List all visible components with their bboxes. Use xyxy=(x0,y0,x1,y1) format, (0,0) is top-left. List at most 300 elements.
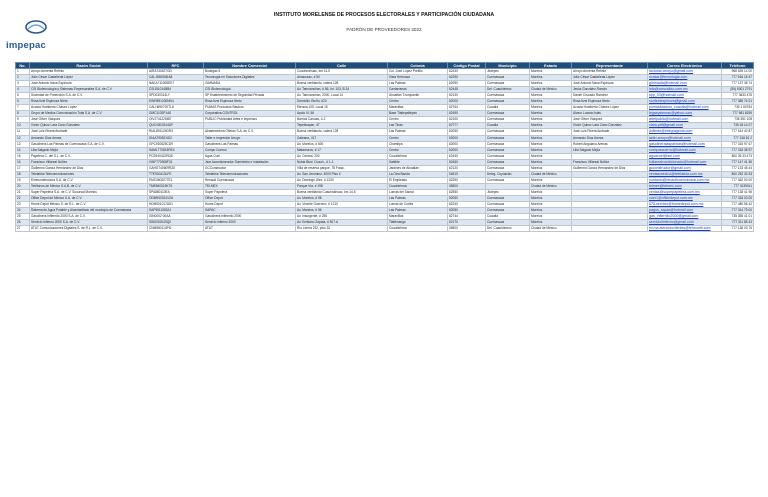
cell-representante: José Antonio Nava Espinoza xyxy=(572,81,648,87)
cell-correo-electronico[interactable]: aguacuel@aol.com xyxy=(648,153,722,159)
cell-colonia: Las Palmas xyxy=(388,81,448,87)
cell-razon-social: AT&T Comunicaciones Digitales S. de R.L. de C.V. xyxy=(30,226,148,232)
cell-razon-social: CSI Biotecnología y Sistemas Empresariales S.A. de C.V. xyxy=(30,87,148,93)
cell-colonia: Maravillas xyxy=(388,214,448,220)
cell-municipio: Cuernavaca xyxy=(486,153,530,159)
cell-correo-electronico[interactable]: gcconstructor@gmail.com xyxy=(648,165,722,171)
cell-rfc: CALJ650504IA8 xyxy=(148,75,204,81)
cell-municipio: Del. Cuauhtémoc xyxy=(486,87,530,93)
cell-estado: Morelos xyxy=(530,105,572,111)
cell-municipio: Cuautla xyxy=(486,105,530,111)
cell-calle: Barrios Canoas, 4-2 xyxy=(296,117,388,123)
cell-rfc: HDM001017AS1 xyxy=(148,202,204,208)
cell-razon-social: Emeconstructora S.A. de C.V. xyxy=(30,177,148,183)
cell-rfc: SPA880110EA xyxy=(148,189,204,195)
cell-telefono: 777 311 85 43 xyxy=(722,220,754,226)
cell-rfc: QUCV810314UF xyxy=(148,123,204,129)
cell-representante: Robert Anguiano Arenas xyxy=(572,141,648,147)
column-header[interactable]: Municipio xyxy=(486,63,530,69)
column-header[interactable]: Correo Electrónico xyxy=(648,63,722,69)
cell-colonia: Base Tlaltepaltepec xyxy=(388,111,448,117)
cell-row-number: 26 xyxy=(16,220,30,226)
cell-nombre-comercial: GCConstructor xyxy=(204,165,296,171)
cell-rfc: GPC930625CD9 xyxy=(148,141,204,147)
cell-correo-electronico[interactable]: telmex@telmex.com xyxy=(648,183,722,189)
cell-representante: Armando Díaz Armas xyxy=(572,135,648,141)
cell-correo-electronico[interactable]: ventas@superpapelera.com.mx xyxy=(648,189,722,195)
cell-estado: Ciudad de México xyxy=(530,226,572,232)
cell-telefono: 777 318 38 97 xyxy=(722,147,754,153)
providers-table xyxy=(15,62,754,232)
cell-estado: Morelos xyxy=(530,147,572,153)
cell-correo-electronico[interactable]: jlofimax@integragenia.com xyxy=(648,129,722,135)
cell-calle: Domicilio Otoño, 620 xyxy=(296,99,388,105)
cell-codigo-postal: 62764 xyxy=(448,105,486,111)
cell-row-number: 4 xyxy=(16,87,30,93)
cell-codigo-postal: 62000 xyxy=(448,135,486,141)
cell-rfc: PCS940422RD8 xyxy=(148,153,204,159)
cell-rfc: NAEA711005EE7 xyxy=(148,81,204,87)
cell-nombre-comercial: Compu Cuerno xyxy=(204,147,296,153)
cell-estado: Morelos xyxy=(530,220,572,226)
cell-correo-electronico[interactable]: spp_03@hotmail.com xyxy=(648,93,722,99)
cell-telefono: 777 318 81 2 xyxy=(722,135,754,141)
cell-nombre-comercial: GIMMADA xyxy=(204,81,296,87)
cell-codigo-postal: 62448 xyxy=(448,87,486,93)
column-header[interactable]: RFC xyxy=(148,63,204,69)
cell-razon-social: Arroyo Armenta Refinio xyxy=(30,69,148,75)
cell-representante: Víctor Quiroz Lara Cano González xyxy=(572,123,648,129)
column-header[interactable]: Nombre Comercial xyxy=(204,63,296,69)
cell-estado: Morelos xyxy=(530,75,572,81)
cell-nombre-comercial: Abastecedora Ofimax S.A. de C.V. xyxy=(204,129,296,135)
cell-estado: Morelos xyxy=(530,195,572,201)
cell-nombre-comercial: Bodegas 5 xyxy=(204,69,296,75)
cell-calle: Av. Vicente Guerrero, # 1210 xyxy=(296,202,388,208)
cell-municipio: Cuernavaca xyxy=(486,202,530,208)
cell-row-number: 3 xyxy=(16,81,30,87)
cell-correo-electronico[interactable]: pumasbasicos_cuautla@hotmail.com xyxy=(648,105,722,111)
cell-nombre-comercial: Telelatina Telecomunicaciones xyxy=(204,171,296,177)
cell-razon-social: Papelera C. del S.L. de C.V. xyxy=(30,153,148,159)
cell-row-number: 2 xyxy=(16,75,30,81)
cell-nombre-comercial: Renault Cuernavaca xyxy=(204,177,296,183)
cell-razon-social: Sociedad de Protección S.A. de C.V. xyxy=(30,93,148,99)
cell-municipio: Del. Cuauhtémoc xyxy=(486,226,530,232)
cell-nombre-comercial: Gasolinera infiernito 2000 xyxy=(204,214,296,220)
cell-colonia: Satélite xyxy=(388,159,448,165)
cell-calle: Av. Tamoanchan, 2000, Local 14 xyxy=(296,93,388,99)
cell-row-number: 15 xyxy=(16,153,30,159)
cell-calle: Av. San Jerónimo, 4000 Piso 4 xyxy=(296,171,388,177)
cell-estado: Morelos xyxy=(530,93,572,99)
logo-text: impepac xyxy=(6,40,46,51)
cell-nombre-comercial: PUBLIC Publicidad Artes e Impresos xyxy=(204,117,296,123)
cell-codigo-postal: 62240 xyxy=(448,202,486,208)
cell-razon-social: Grupo de Medios Comunicación Total S.A. de C.V. xyxy=(30,111,148,117)
column-header[interactable]: No. xyxy=(16,63,30,69)
cell-codigo-postal: 62000 xyxy=(448,99,486,105)
cell-row-number: 14 xyxy=(16,147,30,153)
cell-representante: Rosa Itzel Espinoza Nieto xyxy=(572,99,648,105)
cell-correo-electronico[interactable]: serviciolinfierno@gmail.com xyxy=(648,220,722,226)
cell-colonia: Cuauhtémoc xyxy=(388,153,448,159)
cell-rfc: CALH690720TL6 xyxy=(148,105,204,111)
cell-estado: Morelos xyxy=(530,202,572,208)
cell-codigo-postal: 62550 xyxy=(448,189,486,195)
cell-colonia: Tlaltenango xyxy=(388,220,448,226)
cell-correo-electronico[interactable]: ev.ma.atencionclientes@telmonth.com xyxy=(648,226,722,232)
cell-rfc: CNM980114PI2 xyxy=(148,226,204,232)
cell-codigo-postal: 62430 xyxy=(448,69,486,75)
cell-municipio: Cuautla xyxy=(486,214,530,220)
cell-representante: Jesús González Román xyxy=(572,87,648,93)
cell-colonia: El Empleado xyxy=(388,177,448,183)
cell-nombre-comercial: PUMAS Productos Básicos xyxy=(204,105,296,111)
cell-colonia: Vista Hermosa xyxy=(388,75,448,81)
cell-correo-electronico[interactable]: compuscuerno@hotmail.com xyxy=(648,147,722,153)
cell-colonia: Centro xyxy=(388,135,448,141)
column-header[interactable]: Razón Social xyxy=(30,63,148,69)
cell-nombre-comercial: SP Establecimiento de Seguridad Privada xyxy=(204,93,296,99)
cell-correo-electronico[interactable]: contacto@renaultcuernavaca.com.mx xyxy=(648,177,722,183)
cell-colonia: Centro xyxy=(388,99,448,105)
cell-estado: Ciudad de México xyxy=(530,171,572,177)
cell-row-number: 6 xyxy=(16,99,30,105)
cell-telefono: 777 385 74 01 xyxy=(722,99,754,105)
cell-calle: Buena ventilando, calera 128 xyxy=(296,129,388,135)
cell-row-number: 11 xyxy=(16,129,30,135)
cell-calle: Villa de reserva parque, 78 Fracc. xyxy=(296,165,388,171)
cell-calle: Apolo III, 56 xyxy=(296,111,388,117)
cell-rfc: TTE930413LP0 xyxy=(148,171,204,177)
cell-codigo-postal: 62460 xyxy=(448,159,486,165)
cell-estado: Ciudad de México xyxy=(530,183,572,189)
cell-calle: Av. Morelos, # 98 xyxy=(296,195,388,201)
cell-rfc: RIAL891124DR3 xyxy=(148,129,204,135)
cell-telefono: 777 314 79 00 xyxy=(722,208,754,214)
cell-calle: Buena ventilando Cuauhnáhuac, km 14.5 xyxy=(296,189,388,195)
cell-municipio: Cuernavaca xyxy=(486,165,530,171)
cell-row-number: 8 xyxy=(16,111,30,117)
cell-calle: Galeana, 417 xyxy=(296,135,388,141)
cell-row-number: 1 xyxy=(16,69,30,75)
cell-codigo-postal: 62450 xyxy=(448,111,486,117)
cell-calle: Av. Morelos, # 56 xyxy=(296,208,388,214)
cell-colonia: Ahuatlán Tzompantle xyxy=(388,93,448,99)
cell-row-number: 27 xyxy=(16,226,30,232)
cell-telefono: 777 362 00 00 xyxy=(722,177,754,183)
cell-calle: Amacuzac, # 50 xyxy=(296,75,388,81)
cell-estado: Morelos xyxy=(530,159,572,165)
cell-municipio: Cuernavaca xyxy=(486,81,530,87)
cell-calle: Av. Tamoanchan, # 56, Int. 103, B 34 xyxy=(296,87,388,93)
cell-codigo-postal: 62130 xyxy=(448,93,486,99)
cell-nombre-comercial: Agua Cuel xyxy=(204,153,296,159)
cell-calle: Etencia 105, Local 15 xyxy=(296,105,388,111)
cell-representante: José Luis Rivera Andrade xyxy=(572,129,648,135)
cell-estado: Morelos xyxy=(530,123,572,129)
document-title: INSTITUTO MORELENSE DE PROCESOS ELECTORALES Y PARTICIPACIÓN CIUDADANA xyxy=(273,12,495,18)
cell-telefono: 735 18 14 07 xyxy=(722,123,754,129)
cell-calle: Cuauhnáhuac, km 14.5 xyxy=(296,69,388,75)
cell-estado: Morelos xyxy=(530,141,572,147)
cell-razon-social: Guillermo García Hernández de Dios xyxy=(30,165,148,171)
cell-codigo-postal: 62050 xyxy=(448,129,486,135)
cell-municipio: Cuernavaca xyxy=(486,93,530,99)
cell-codigo-postal: 62000 xyxy=(448,141,486,147)
document-subtitle: PADRÓN DE PROVEEDORES 2022 xyxy=(346,27,422,32)
cell-colonia: Maravillas xyxy=(388,105,448,111)
cell-rfc: ODM950324V2A xyxy=(148,195,204,201)
cell-codigo-postal: 62777 xyxy=(448,123,486,129)
cell-nombre-comercial: CSI Biotecnología xyxy=(204,87,296,93)
cell-municipio: Cuernavaca xyxy=(486,147,530,153)
cell-codigo-postal: 62050 xyxy=(448,81,486,87)
cell-correo-electronico[interactable]: info@cmscsibio.com.mx xyxy=(648,87,722,93)
cell-colonia: Las Palmas xyxy=(388,195,448,201)
cell-telefono: 735 351 108 xyxy=(722,117,754,123)
cell-telefono: 777 3139011 xyxy=(722,183,754,189)
cell-calle: Av. Morelos, # 600 xyxy=(296,141,388,147)
cell-correo-electronico[interactable]: cuer1@officedepot.com.mx xyxy=(648,195,722,201)
cell-codigo-postal: 62050 xyxy=(448,208,486,214)
cell-colonia: Cuauhtémoc xyxy=(388,183,448,189)
cell-correo-electronico[interactable]: gimmada@hotmail.com xyxy=(648,81,722,87)
cell-razon-social: José Oliver Vázquez xyxy=(30,117,148,123)
cell-telefono: 777 133 45 44 xyxy=(722,165,754,171)
cell-razon-social: Home Depot México S. de R.L. de C.V. xyxy=(30,202,148,208)
column-header[interactable]: Representante xyxy=(572,63,648,69)
cell-rfc: EINR891030NN4 xyxy=(148,99,204,105)
cell-estado: Morelos xyxy=(530,117,572,123)
cell-estado: Morelos xyxy=(530,69,572,75)
cell-row-number: 24 xyxy=(16,208,30,214)
cell-row-number: 10 xyxy=(16,123,30,129)
cell-rfc: AIRA740427GD xyxy=(148,69,204,75)
cell-municipio: Cuernavaca xyxy=(486,141,530,147)
cell-calle: Nubia Blvd. Cuauh., # 1-1 xyxy=(296,159,388,165)
cell-calle: Parque Vía, # 198 xyxy=(296,183,388,189)
cell-telefono: 777 137 38 74 xyxy=(722,81,754,87)
cell-telefono: 777 480 96 42 xyxy=(722,202,754,208)
cell-colonia: Centro xyxy=(388,117,448,123)
cell-estado: Morelos xyxy=(530,177,572,183)
cell-row-number: 7 xyxy=(16,105,30,111)
cell-nombre-comercial: Super Papelera xyxy=(204,189,296,195)
cell-representante: Guillermo García Hernández de Dios xyxy=(572,165,648,171)
cell-rfc: OIVJ741225IB7 xyxy=(148,117,204,123)
cell-razon-social: Gasolinera Las Palmas de Cuernavaca S.A. de C.V. xyxy=(30,141,148,147)
cell-rfc: DIAA790521ID2 xyxy=(148,135,204,141)
cell-correo-electronico[interactable]: fvillarealcondicionado@hotmail.com xyxy=(648,159,722,165)
cell-telefono: 777 315 97 67 xyxy=(722,141,754,147)
cell-rfc: GMC1102P1A0 xyxy=(148,111,204,117)
cell-correo-electronico[interactable]: artelpublic@hotmail.com xyxy=(648,117,722,123)
cell-row-number: 18 xyxy=(16,171,30,177)
column-header[interactable]: Calle xyxy=(296,63,388,69)
cell-estado: Morelos xyxy=(530,111,572,117)
cell-municipio: Cuernavaca xyxy=(486,111,530,117)
cell-colonia: Col. José López Portillo xyxy=(388,69,448,75)
cell-estado: Morelos xyxy=(530,208,572,214)
cell-municipio: Jiutepec xyxy=(486,189,530,195)
cell-correo-electronico[interactable]: pagos_sapac@hotmail.com xyxy=(648,208,722,214)
cell-razon-social: Gasolinera Infiernito 2000 S.A. de C.V. xyxy=(30,214,148,220)
cell-municipio: Cuernavaca xyxy=(486,75,530,81)
cell-representante: Francisco Villareal Núñez xyxy=(572,159,648,165)
cell-correo-electronico[interactable]: gas_infiernito2000@gmail.com xyxy=(648,214,722,220)
cell-razon-social: Super Papelera S.A. de C.V. Sucursal Morelos xyxy=(30,189,148,195)
cell-calle: Buena ventilando, calera 128 xyxy=(296,81,388,87)
cell-razon-social: Office Depot de México S.A. de C.V. xyxy=(30,195,148,201)
cell-razon-social: Víctor Quiroz Lara Cano González xyxy=(30,123,148,129)
cell-colonia: Lomas de Cortés xyxy=(388,202,448,208)
cell-codigo-postal: 62290 xyxy=(448,75,486,81)
cell-razon-social: Armando Díaz Armas xyxy=(30,135,148,141)
cell-correo-electronico[interactable]: rozitzelespinoza@gmail.com xyxy=(648,99,722,105)
cell-estado: Morelos xyxy=(530,135,572,141)
cell-municipio: Cuernavaca xyxy=(486,99,530,105)
cell-razon-social: Acosta Humberto Chávez López xyxy=(30,105,148,111)
cell-estado: Morelos xyxy=(530,99,572,105)
cell-telefono: 777 3633 476 xyxy=(722,93,754,99)
cell-telefono: 968 639 14 00 xyxy=(722,69,754,75)
cell-telefono: 777 516 15 47 xyxy=(722,75,754,81)
cell-municipio: Cuernavaca xyxy=(486,195,530,201)
cell-nombre-comercial: Servicio infierno 2000 xyxy=(204,220,296,226)
cell-municipio: Cuernavaca xyxy=(486,208,530,214)
cell-telefono: 777 147 41 36 xyxy=(722,159,754,165)
cell-representante xyxy=(572,226,648,232)
cell-rfc: VINF770308F31 xyxy=(148,159,204,165)
cell-municipio: Deleg. Coyoacán xyxy=(486,171,530,177)
cell-nombre-comercial: Office Depot xyxy=(204,195,296,201)
cell-razon-social: Julio César Castañeda López xyxy=(30,75,148,81)
cell-correo-electronico[interactable]: legasystemas@yahoo.com xyxy=(648,111,722,117)
cell-municipio: Cuernavaca xyxy=(486,117,530,123)
cell-estado: Morelos xyxy=(530,189,572,195)
cell-rfc: GAHG740609RZ0 xyxy=(148,165,204,171)
cell-codigo-postal: 62050 xyxy=(448,195,486,201)
cell-representante: Acosta Humberto Chávez López xyxy=(572,105,648,111)
cell-colonia: Cuauhtémoc xyxy=(388,226,448,232)
cell-row-number: 19 xyxy=(16,177,30,183)
cell-row-number: 12 xyxy=(16,135,30,141)
cell-telefono: 800 252 33 33 xyxy=(722,171,754,177)
cell-estado: Morelos xyxy=(530,214,572,220)
cell-rfc: TME840315KT6 xyxy=(148,183,204,189)
cell-representante: José Oliver Vázquez xyxy=(572,117,648,123)
cell-razon-social: Sistema de Agua Potable y Alcantarillado del municipio de Cuernavaca xyxy=(30,208,148,214)
cell-row-number: 22 xyxy=(16,195,30,201)
cell-codigo-postal: 06500 xyxy=(448,183,486,189)
cell-correo-electronico[interactable]: taller.arroyo@hotmail.com xyxy=(648,135,722,141)
cell-correo-electronico[interactable]: ccasar@tecnologia.com xyxy=(648,75,722,81)
cell-estado: Morelos xyxy=(530,165,572,171)
cell-correo-electronico[interactable]: ventasmexico@telelatina.com.mx xyxy=(648,171,722,177)
cell-rfc: GIN0002 00AA xyxy=(148,214,204,220)
cell-correo-electronico[interactable]: vlara.pdf@gmail.com xyxy=(648,123,722,129)
cell-representante: Álvaro Lozano Islas xyxy=(572,111,648,117)
cell-rfc: SAP9511083J4 xyxy=(148,208,204,214)
cell-calle: Tepetlcapan, 47 xyxy=(296,123,388,129)
cell-telefono: 735 355 41 01 xyxy=(722,214,754,220)
cell-telefono: 735 1 60784 xyxy=(722,105,754,111)
cell-codigo-postal: 62250 xyxy=(448,177,486,183)
cell-row-number: 5 xyxy=(16,93,30,99)
cell-colonia: Las Palmas xyxy=(388,208,448,214)
cell-estado: Morelos xyxy=(530,129,572,135)
cell-representante: Julio César Castañeda López xyxy=(572,75,648,81)
cell-telefono: 777 138 41 96 xyxy=(722,189,754,195)
cell-colonia: La Otra Banda xyxy=(388,171,448,177)
cell-razon-social: Francisco Villareal Núñez xyxy=(30,159,148,165)
column-header[interactable]: Colonia xyxy=(388,63,448,69)
cell-nombre-comercial: SAPAC xyxy=(204,208,296,214)
cell-rfc: SAML770815RE4 xyxy=(148,147,204,153)
cell-codigo-postal: 62120 xyxy=(448,165,486,171)
cell-colonia: Cantarranas xyxy=(388,87,448,93)
table-row xyxy=(16,226,754,232)
cell-colonia: Jardines de Ahuatlán xyxy=(388,165,448,171)
cell-row-number: 9 xyxy=(16,117,30,123)
column-header[interactable]: Estado xyxy=(530,63,572,69)
cell-rfc: EMC0602077E1 xyxy=(148,177,204,183)
cell-municipio: Cuernavaca xyxy=(486,135,530,141)
cell-representante: Lilia Salgado Mejía xyxy=(572,147,648,153)
cell-razon-social: Rosa Itzel Espinoza Nieto xyxy=(30,99,148,105)
cell-telefono: 777 138 03 76 xyxy=(722,226,754,232)
cell-representante: Daniel Cruzado Ramírez xyxy=(572,93,648,99)
cell-municipio: Cuautla xyxy=(486,123,530,129)
cell-calle: Matamoros, # 17 xyxy=(296,147,388,153)
cell-correo-electronico[interactable]: facturas.arroyo@gmail.com xyxy=(648,69,722,75)
cell-estado: Morelos xyxy=(530,81,572,87)
cell-telefono: 800 35 33 473 xyxy=(722,153,754,159)
column-header[interactable]: Teléfono xyxy=(722,63,754,69)
cell-representante: Arroyo Armenta Refinio xyxy=(572,69,648,75)
cell-row-number: 13 xyxy=(16,141,30,147)
column-header[interactable]: Código Postal xyxy=(448,63,486,69)
cell-codigo-postal: 62100 xyxy=(448,117,486,123)
cell-telefono: 777 318 03 00 xyxy=(722,195,754,201)
cell-nombre-comercial: AT&T xyxy=(204,226,296,232)
cell-correo-electronico[interactable]: 878.servicio@homedepot.com.mx xyxy=(648,202,722,208)
cell-calle: Av. Central, 200 xyxy=(296,153,388,159)
cell-municipio: Cuernavaca xyxy=(486,220,530,226)
cell-nombre-comercial: Tecnología en Soluciones Digitales xyxy=(204,75,296,81)
cell-nombre-comercial: Jsar Acondicionador Suministro e Instalación xyxy=(204,159,296,165)
cell-rfc: SPD030314LY xyxy=(148,93,204,99)
cell-calle: Av. Domingo Diez, # 1200 xyxy=(296,177,388,183)
cell-razon-social: José Luis Rivera Andrade xyxy=(30,129,148,135)
cell-row-number: 17 xyxy=(16,165,30,171)
cell-municipio: Cuernavaca xyxy=(486,159,530,165)
cell-codigo-postal: 62000 xyxy=(448,147,486,153)
cell-row-number: 16 xyxy=(16,159,30,165)
cell-telefono: (55) 5301 2791 xyxy=(722,87,754,93)
cell-razon-social: Lilia Salgado Mejía xyxy=(30,147,148,153)
cell-razon-social: Servicio Infierno 2000 S.A. de C.V. xyxy=(30,220,148,226)
cell-correo-electronico[interactable]: gasolineralaspalmas@hotmail.com xyxy=(648,141,722,147)
cell-row-number: 25 xyxy=(16,214,30,220)
cell-razon-social: José Antonio Nava Espinoza xyxy=(30,81,148,87)
cell-rfc: SIN0002049Q0 xyxy=(148,220,204,226)
cell-nombre-comercial: Taller e Impresión Arroyo xyxy=(204,135,296,141)
cell-nombre-comercial: TELMEX xyxy=(204,183,296,189)
cell-codigo-postal: 62170 xyxy=(448,220,486,226)
